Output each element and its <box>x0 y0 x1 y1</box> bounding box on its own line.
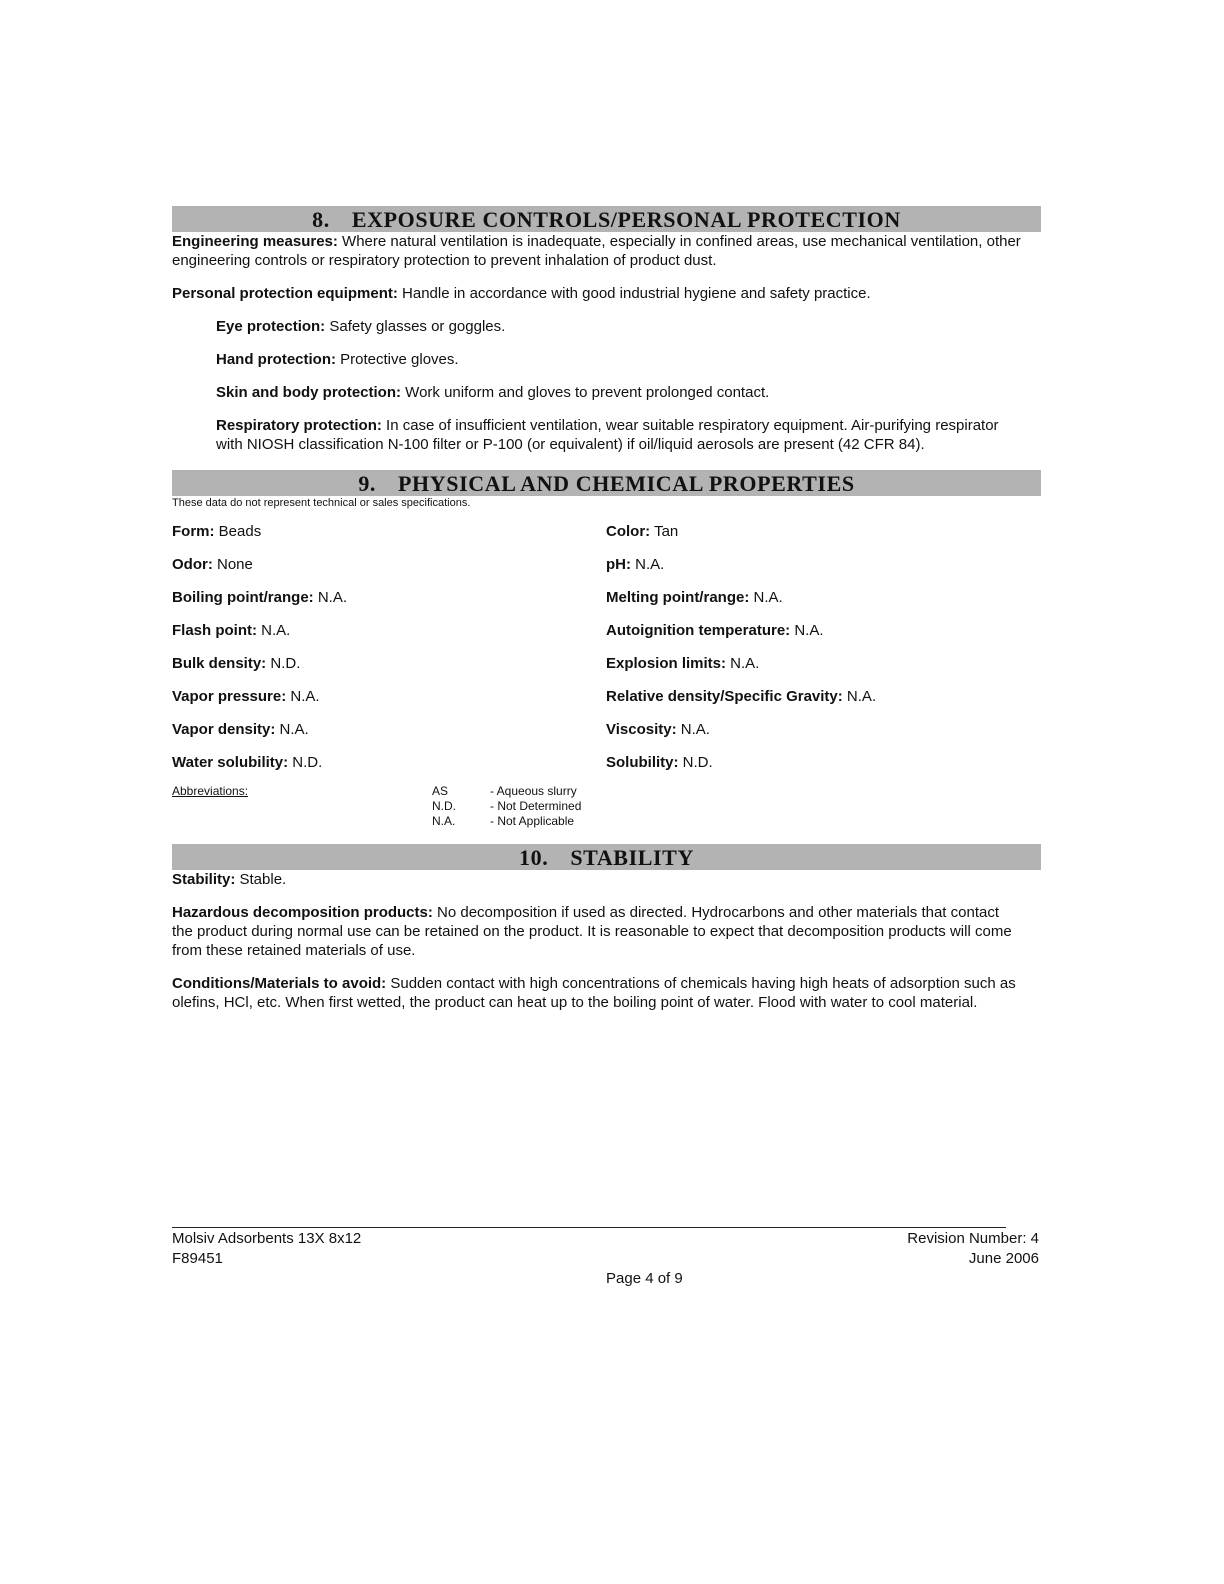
property-value: N.A. <box>749 589 783 606</box>
abbreviation-desc: - Aqueous slurry <box>490 784 577 798</box>
skin-body-protection <box>216 383 1041 402</box>
abbreviation-code: N.A. <box>432 814 456 828</box>
abbreviation-desc: - Not Determined <box>490 799 582 813</box>
stability-label: Stability: <box>172 871 236 888</box>
property-item <box>172 555 606 574</box>
eye-protection-label: Eye protection: <box>216 318 326 335</box>
property-item <box>606 621 1041 640</box>
property-label: Odor: <box>172 556 213 573</box>
property-label: Bulk density: <box>172 655 267 672</box>
property-value: None <box>212 556 253 573</box>
respiratory-protection-label: Respiratory protection: <box>216 417 382 434</box>
hand-protection-label: Hand protection: <box>216 351 336 368</box>
property-value: N.A. <box>676 721 710 738</box>
abbreviation-code: N.D. <box>432 799 456 813</box>
property-item <box>172 621 606 640</box>
properties-grid <box>172 522 1041 772</box>
property-item <box>172 522 606 541</box>
property-label: Solubility: <box>606 754 679 771</box>
personal-protection-equipment <box>172 284 1041 303</box>
property-item <box>172 687 606 706</box>
abbreviation-descriptions <box>490 784 581 829</box>
engineering-measures-text: Where natural ventilation is inadequate, especially in confined areas, use mechanical ventilation, other engineering controls or respiratory protection to prevent inhalation of product dust. <box>172 233 1021 269</box>
property-value: N.A. <box>286 688 320 705</box>
revision-date: June 2006 <box>968 1250 1039 1267</box>
property-item <box>606 555 1041 574</box>
conditions-to-avoid-text: Sudden contact with high concentrations of chemicals having high heats of adsorption such as olefins, HCl, etc. When first wetted, the product can heat up to the boiling point of water. Flood with water to cool material. <box>172 975 1016 1011</box>
eye-protection <box>216 317 1041 336</box>
property-label: Water solubility: <box>172 754 289 771</box>
section-9-title: PHYSICAL AND CHEMICAL PROPERTIES <box>398 471 855 496</box>
property-label: Form: <box>172 523 215 540</box>
product-name: Molsiv Adsorbents 13X 8x12 <box>172 1230 362 1247</box>
property-item <box>606 720 1041 739</box>
section-10-number: 10. <box>519 845 549 870</box>
footer-divider <box>172 1227 1006 1228</box>
abbreviations-title: Abbreviations: <box>172 784 249 798</box>
property-label: Melting point/range: <box>606 589 750 606</box>
hazardous-decomposition <box>172 903 1012 960</box>
property-value: N.A. <box>726 655 760 672</box>
ppe-label: Personal protection equipment: <box>172 285 398 302</box>
abbreviations <box>172 784 1041 832</box>
eye-protection-text: Safety glasses or goggles. <box>325 318 506 335</box>
property-value: N.D. <box>266 655 301 672</box>
property-label: Vapor pressure: <box>172 688 287 705</box>
respiratory-protection <box>216 416 1016 454</box>
hand-protection <box>216 350 1041 369</box>
footer-right <box>812 1229 1039 1269</box>
property-value: Tan <box>650 523 679 540</box>
skin-body-protection-text: Work uniform and gloves to prevent prolonged contact. <box>401 384 770 401</box>
property-label: Relative density/Specific Gravity: <box>606 688 843 705</box>
ppe-text: Handle in accordance with good industrial hygiene and safety practice. <box>397 285 871 302</box>
property-item <box>606 588 1041 607</box>
page-number: Page 4 of 9 <box>606 1270 683 1287</box>
product-code: F89451 <box>172 1250 223 1267</box>
property-value: N.D. <box>288 754 323 771</box>
hazardous-decomposition-text: No decomposition if used as directed. Hydrocarbons and other materials that contact the product during normal use can be retained on the product. It is reasonable to expect that decomposition products will come from these retained materials of use. <box>172 904 1012 959</box>
respiratory-protection-text: In case of insufficient ventilation, wear suitable respiratory equipment. Air-purifying respirator with NIOSH classification N-100 filter or P-100 (or equivalent) if oil/liquid aerosols are present (42 CFR 84). <box>216 417 999 453</box>
conditions-to-avoid-label: Conditions/Materials to avoid: <box>172 975 387 992</box>
abbreviation-codes <box>432 784 456 829</box>
property-item <box>606 687 1041 706</box>
property-value: N.A. <box>842 688 877 705</box>
property-label: Boiling point/range: <box>172 589 314 606</box>
property-item <box>172 720 606 739</box>
property-item <box>172 654 606 673</box>
property-value: N.A. <box>313 589 347 606</box>
property-value: N.A. <box>257 622 291 639</box>
section-9-number: 9. <box>358 471 377 496</box>
property-value: N.D. <box>678 754 713 771</box>
skin-body-protection-label: Skin and body protection: <box>216 384 402 401</box>
section-9-header <box>172 470 1041 496</box>
property-label: pH: <box>606 556 631 573</box>
page-footer <box>172 1227 1039 1287</box>
section-8-number: 8. <box>312 207 330 232</box>
property-value: Beads <box>214 523 262 540</box>
document-body <box>172 206 1041 1012</box>
property-value: N.A. <box>275 721 309 738</box>
conditions-to-avoid <box>172 974 1037 1012</box>
engineering-measures-label: Engineering measures: <box>172 233 338 250</box>
property-value: N.A. <box>631 556 665 573</box>
section-8-title: EXPOSURE CONTROLS/PERSONAL PROTECTION <box>351 207 901 232</box>
property-item <box>606 654 1041 673</box>
property-item <box>172 588 606 607</box>
abbreviation-code: AS <box>432 784 449 798</box>
property-label: Vapor density: <box>172 721 276 738</box>
specifications-note: These data do not represent technical or sales specifications. <box>172 497 471 509</box>
section-10-header <box>172 844 1041 870</box>
property-item <box>172 753 606 772</box>
hazardous-decomposition-label: Hazardous decomposition products: <box>172 904 433 921</box>
revision-number: Revision Number: 4 <box>907 1230 1039 1247</box>
property-item <box>606 522 1041 541</box>
footer-left <box>172 1229 361 1269</box>
engineering-measures <box>172 232 1041 270</box>
section-10-title: STABILITY <box>570 845 694 870</box>
property-label: Explosion limits: <box>606 655 727 672</box>
hand-protection-text: Protective gloves. <box>336 351 459 368</box>
stability <box>172 870 1041 889</box>
section-8-header <box>172 206 1041 232</box>
property-value: N.A. <box>790 622 824 639</box>
abbreviation-desc: - Not Applicable <box>490 814 575 828</box>
stability-text: Stable. <box>235 871 287 888</box>
property-label: Flash point: <box>172 622 257 639</box>
property-label: Viscosity: <box>606 721 677 738</box>
property-label: Autoignition temperature: <box>606 622 791 639</box>
property-label: Color: <box>606 523 651 540</box>
property-item <box>606 753 1041 772</box>
